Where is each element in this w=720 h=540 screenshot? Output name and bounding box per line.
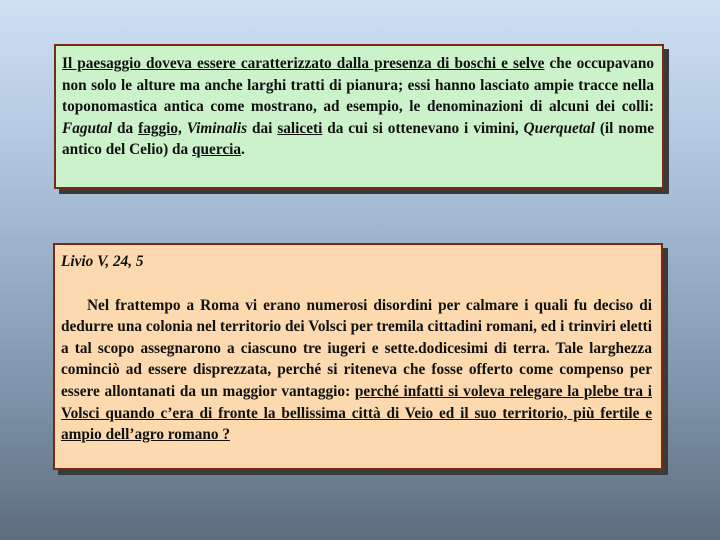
- word-saliceti: saliceti: [277, 119, 323, 137]
- text-run: (il nome antico del Celio) da: [62, 119, 654, 159]
- text-run: da cui si ottenevano i vimini,: [322, 119, 524, 137]
- text-run: Nel frattempo a Roma vi erano numerosi disordini per calmare i quali fu deciso di dedurre una colonia nel territorio dei Volsci per tremila cittadini romani, ed i trinviri eletti a tal scopo assegnarono a ciascuno tre iugeri e sette.dodicesimi di terra. Tale larghezza cominciò ad essere disprezzata, perché si riteneva che fosse offerto come compenso per essere allontanati da un maggior vantaggio:: [61, 296, 652, 400]
- word-quercia: quercia: [192, 141, 242, 159]
- livy-quote-box: [53, 243, 663, 470]
- underlined-phrase: Il paesaggio doveva essere caratterizzato dalla presenza di boschi e selve: [62, 55, 545, 72]
- text-run: .: [241, 141, 245, 159]
- quote-paragraph: [61, 295, 652, 446]
- hill-name-viminalis: Viminalis: [186, 119, 248, 137]
- hill-name-fagutal: Fagutal: [62, 119, 113, 137]
- text-run: che occupavano non solo le alture ma anche larghi tratti di pianura; essi hanno lasciato ampie tracce nella toponomastica antica come mostrano, ad esempio, le denominazioni di alcuni dei colli:: [62, 55, 654, 116]
- text-run: da: [112, 119, 139, 137]
- word-faggio: faggio,: [138, 119, 182, 137]
- citation: Livio V, 24, 5: [61, 253, 144, 270]
- underlined-question: perché infatti si voleva relegare la plebe tra i Volsci quando c’era di fronte la bellissima città di Veio ed il suo territorio, più fertile e ampio dell’agro romano ?: [61, 382, 652, 444]
- text-run: dai: [247, 119, 278, 137]
- landscape-text-box: [54, 44, 664, 189]
- hill-name-querquetal: Querquetal: [523, 119, 595, 137]
- landscape-paragraph: [62, 53, 654, 161]
